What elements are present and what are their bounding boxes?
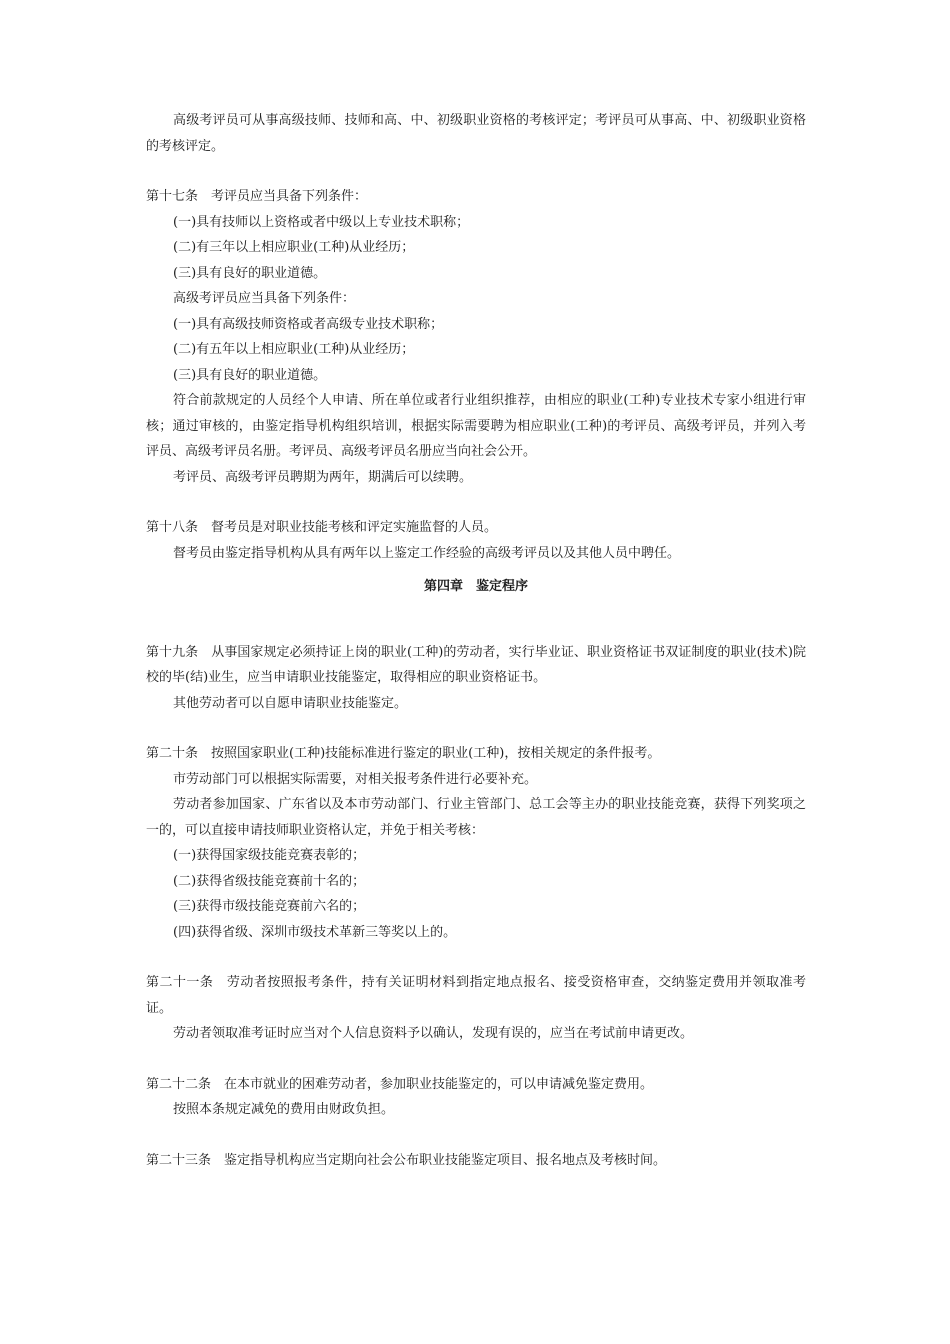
article-17-item-1: (一)具有技师以上资格或者中级以上专业技术职称； [173, 214, 470, 230]
spacer [146, 945, 806, 970]
article-19-text: 从事国家规定必须持证上岗的职业(工种)的劳动者，实行毕业证、职业资格证书双证制度的职业(技术)院校的毕(结)业生，应当申请职业技能鉴定，取得相应的职业资格证书。 [146, 644, 806, 685]
article-18-number: 第十八条 [146, 520, 199, 535]
article-20-paragraph-3: 劳动者参加国家、广东省以及本市劳动部门、行业主管部门、总工会等主办的职业技能竞赛，获得下列奖项之一的，可以直接申请技师职业资格认定，并免于相关考核： [146, 797, 806, 838]
article-17-number: 第十七条 [146, 189, 199, 204]
document-page [146, 108, 806, 1173]
article-22-text: 在本市就业的困难劳动者，参加职业技能鉴定的，可以申请减免鉴定费用。 [224, 1076, 654, 1092]
article-23-text: 鉴定指导机构应当定期向社会公布职业技能鉴定项目、报名地点及考核时间。 [224, 1152, 667, 1168]
article-21-paragraph-2: 劳动者领取准考证时应当对个人信息资料予以确认，发现有误的，应当在考试前申请更改。 [173, 1026, 694, 1041]
article-19 [146, 640, 806, 691]
article-17-term-paragraph: 考评员、高级考评员聘期为两年，期满后可以续聘。 [173, 469, 473, 485]
article-20-paragraph-2: 市劳动部门可以根据实际需要，对相关报考条件进行必要补充。 [173, 771, 538, 787]
article-17-review-paragraph: 符合前款规定的人员经个人申请、所在单位或者行业组织推荐，由相应的职业(工种)专业技术专家小组进行审核；通过审核的，由鉴定指导机构组织培训，根据实际需要聘为相应职业(工种)的考评员、高级考评员，并列入考评员、高级考评员名册。考评员、高级考评员名册应当向社会公开。 [146, 393, 806, 459]
spacer [146, 600, 806, 640]
article-20-item-1: (一)获得国家级技能竞赛表彰的； [173, 848, 366, 863]
chapter-heading: 第四章 鉴定程序 [423, 579, 528, 594]
article-18-text: 督考员是对职业技能考核和评定实施监督的人员。 [211, 520, 498, 535]
article-20-text: 按照国家职业(工种)技能标准进行鉴定的职业(工种)，按相关规定的条件报考。 [211, 746, 661, 761]
article-20-item-4: (四)获得省级、深圳市级技术革新三等奖以上的。 [173, 924, 457, 940]
spacer [146, 159, 806, 184]
article-23 [146, 1148, 806, 1174]
article-17-item-2: (二)有三年以上相应职业(工种)从业经历； [173, 240, 415, 255]
article-22 [146, 1072, 806, 1098]
article-21-number: 第二十一条 [146, 975, 214, 990]
article-17-senior-item-1: (一)具有高级技师资格或者高级专业技术职称； [173, 316, 444, 332]
article-22-number: 第二十二条 [146, 1076, 212, 1092]
article-21 [146, 970, 806, 1021]
article-20-item-3: (三)获得市级技能竞赛前六名的； [173, 899, 366, 914]
article-21-text: 劳动者按照报考条件，持有关证明材料到指定地点报名、接受资格审查，交纳鉴定费用并领取准考证。 [146, 975, 806, 1016]
article-22-paragraph-2: 按照本条规定减免的费用由财政负担。 [173, 1102, 395, 1117]
spacer [146, 1047, 806, 1072]
article-20-number: 第二十条 [146, 746, 199, 761]
paragraph-examiner-scope: 高级考评员可从事高级技师、技师和高、中、初级职业资格的考核评定；考评员可从事高、中、初级职业资格的考核评定。 [146, 113, 806, 154]
article-20 [146, 741, 806, 767]
article-17-text: 考评员应当具备下列条件： [211, 189, 368, 204]
article-18 [146, 515, 806, 541]
article-17 [146, 184, 806, 210]
article-17-senior-conditions: 高级考评员应当具备下列条件： [173, 291, 356, 306]
article-23-number: 第二十三条 [146, 1152, 212, 1168]
spacer [146, 566, 806, 574]
spacer [146, 490, 806, 515]
article-18-paragraph-2: 督考员由鉴定指导机构从具有两年以上鉴定工作经验的高级考评员以及其他人员中聘任。 [173, 545, 681, 561]
spacer [146, 1123, 806, 1148]
article-20-item-2: (二)获得省级技能竞赛前十名的； [173, 873, 366, 889]
article-17-senior-item-3: (三)具有良好的职业道德。 [173, 367, 327, 383]
article-17-item-3: (三)具有良好的职业道德。 [173, 265, 327, 281]
article-17-senior-item-2: (二)有五年以上相应职业(工种)从业经历； [173, 342, 415, 357]
spacer [146, 716, 806, 741]
article-19-number: 第十九条 [146, 644, 199, 660]
article-19-paragraph-2: 其他劳动者可以自愿申请职业技能鉴定。 [173, 695, 408, 711]
